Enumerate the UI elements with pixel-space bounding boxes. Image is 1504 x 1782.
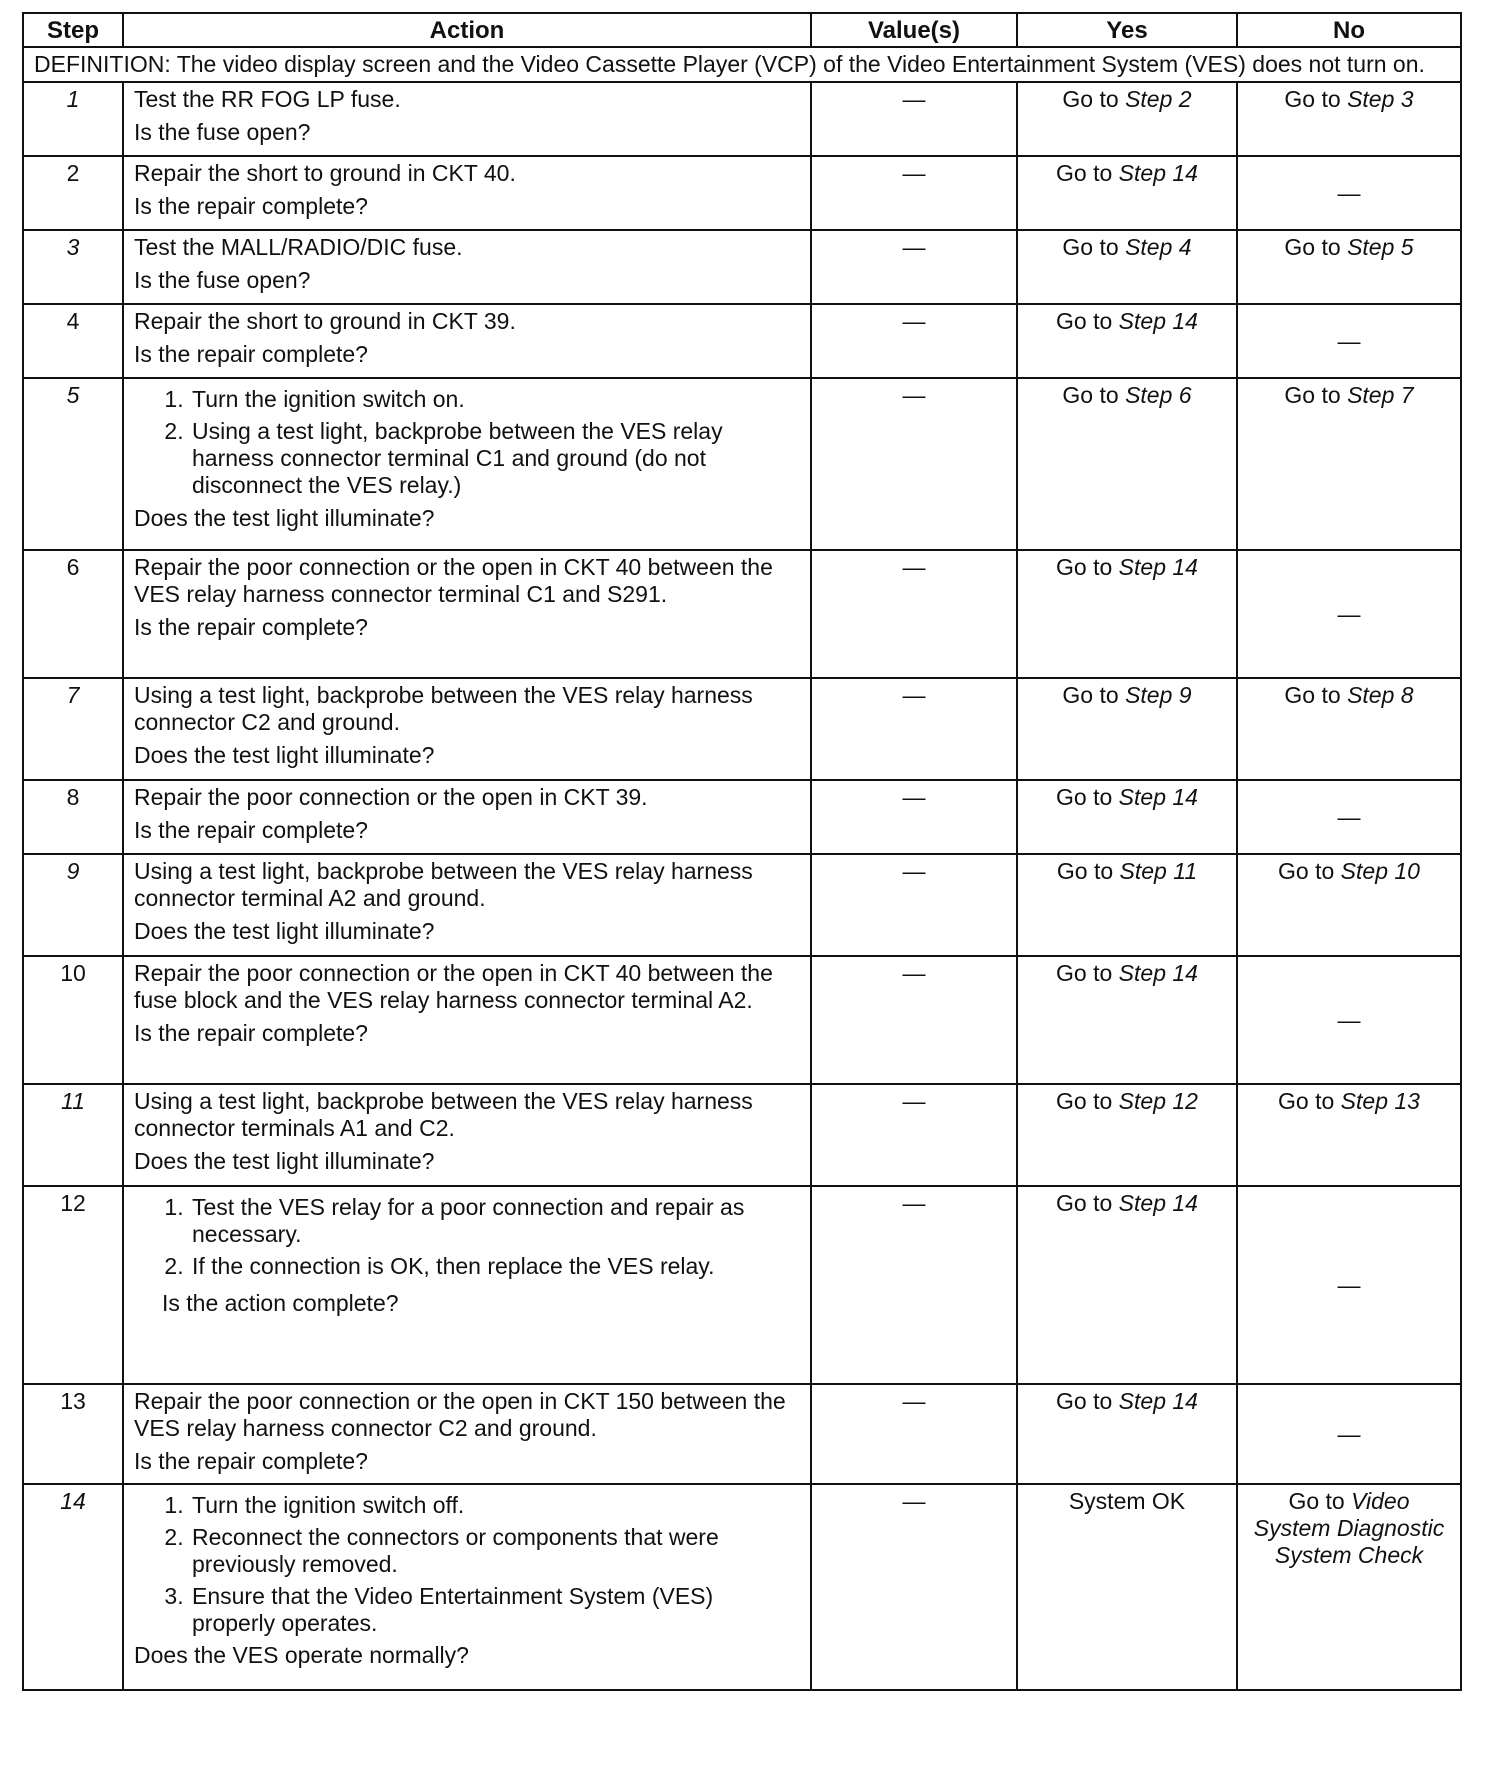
no-cell: [1237, 678, 1461, 780]
yes-target: Step 14: [1118, 1190, 1198, 1216]
step-number: 6: [23, 550, 123, 678]
yes-target: Step 11: [1119, 858, 1198, 884]
step-number: 12: [23, 1186, 123, 1384]
numbered-list: [134, 1194, 800, 1280]
table-row: [23, 1186, 1461, 1384]
question-text: Is the action complete?: [162, 1290, 399, 1316]
value-cell: —: [811, 82, 1017, 156]
no-cell: [1237, 230, 1461, 304]
yes-target: Step 4: [1125, 234, 1192, 260]
no-target: Step 8: [1347, 682, 1414, 708]
table-row: [23, 1484, 1461, 1690]
action-cell: [123, 1384, 811, 1484]
no-cell: —: [1237, 1186, 1461, 1384]
question-text: Is the repair complete?: [134, 614, 368, 640]
value-cell: —: [811, 230, 1017, 304]
table-row: [23, 1384, 1461, 1484]
step-number: 3: [23, 230, 123, 304]
value-cell: —: [811, 678, 1017, 780]
yes-target: Step 14: [1118, 1388, 1198, 1414]
go-to-label: Go to: [1284, 86, 1341, 112]
value-cell: —: [811, 378, 1017, 550]
step-number: 1: [23, 82, 123, 156]
yes-target: Step 2: [1125, 86, 1192, 112]
go-to-label: Go to: [1056, 858, 1114, 884]
list-item: 1. Turn the ignition switch off.: [190, 1492, 800, 1519]
no-cell: [1237, 1484, 1461, 1690]
value-cell: —: [811, 1384, 1017, 1484]
step-number: 9: [23, 854, 123, 956]
go-to-label: Go to: [1284, 234, 1341, 260]
yes-cell: [1017, 82, 1237, 156]
question-text: Does the VES operate normally?: [134, 1642, 469, 1668]
action-text: Using a test light, backprobe between the VES relay harness connector terminals A1 and C2.: [134, 1088, 753, 1141]
question-text: Is the fuse open?: [134, 267, 311, 293]
question-text: Is the repair complete?: [134, 1448, 368, 1474]
question-text: Is the repair complete?: [134, 193, 368, 219]
action-text: Test the MALL/RADIO/DIC fuse.: [134, 234, 463, 260]
value-cell: —: [811, 550, 1017, 678]
action-cell: [123, 678, 811, 780]
yes-cell: [1017, 156, 1237, 230]
value-cell: —: [811, 1186, 1017, 1384]
go-to-label: Go to: [1056, 960, 1113, 986]
go-to-label: Go to: [1056, 1088, 1113, 1114]
table-row: [23, 550, 1461, 678]
action-text: Repair the poor connection or the open in CKT 40 between the VES relay harness connector terminal C1 and S291.: [134, 554, 773, 607]
action-cell: [123, 1186, 811, 1384]
table-row: [23, 378, 1461, 550]
yes-cell: [1017, 678, 1237, 780]
question-text: Does the test light illuminate?: [134, 1148, 435, 1174]
action-cell: [123, 82, 811, 156]
step-number: 10: [23, 956, 123, 1084]
list-item: 3. Ensure that the Video Entertainment System (VES) properly operates.: [190, 1583, 800, 1637]
value-cell: —: [811, 1484, 1017, 1690]
no-cell: —: [1237, 956, 1461, 1084]
no-target: Step 5: [1347, 234, 1414, 260]
table-row: [23, 1084, 1461, 1186]
action-text: Repair the short to ground in CKT 40.: [134, 160, 516, 186]
table-row: [23, 304, 1461, 378]
yes-cell: [1017, 378, 1237, 550]
header-action: Action: [123, 13, 811, 47]
step-number: 7: [23, 678, 123, 780]
yes-cell: [1017, 1186, 1237, 1384]
go-to-label: Go to: [1278, 1088, 1335, 1114]
yes-cell: [1017, 304, 1237, 378]
yes-cell: [1017, 550, 1237, 678]
no-cell: [1237, 378, 1461, 550]
numbered-list: [134, 386, 800, 499]
question-text: Is the repair complete?: [134, 1020, 368, 1046]
yes-cell: [1017, 854, 1237, 956]
yes-target: Step 9: [1125, 682, 1192, 708]
action-cell: [123, 1484, 811, 1690]
yes-cell: [1017, 230, 1237, 304]
go-to-label: Go to: [1284, 382, 1341, 408]
header-no: No: [1237, 13, 1461, 47]
question-text: Does the test light illuminate?: [134, 505, 435, 531]
yes-target: Step 14: [1118, 160, 1198, 186]
action-cell: [123, 854, 811, 956]
table-row: [23, 780, 1461, 854]
action-cell: [123, 230, 811, 304]
no-target: Step 3: [1347, 86, 1414, 112]
value-cell: —: [811, 156, 1017, 230]
go-to-label: Go to: [1056, 784, 1113, 810]
question-text: Does the test light illuminate?: [134, 918, 435, 944]
go-to-label: Go to: [1056, 160, 1113, 186]
go-to-label: Go to: [1056, 308, 1113, 334]
action-text: Using a test light, backprobe between the VES relay harness connector terminal A2 and ground.: [134, 858, 753, 911]
action-text: Repair the poor connection or the open in CKT 150 between the VES relay harness connector C2 and ground.: [134, 1388, 786, 1441]
step-number: 4: [23, 304, 123, 378]
yes-cell: [1017, 1384, 1237, 1484]
diagnostic-table-container: [22, 12, 1460, 1691]
yes-target: Step 14: [1118, 554, 1198, 580]
list-item: 1. Turn the ignition switch on.: [190, 386, 800, 413]
action-text: Test the RR FOG LP fuse.: [134, 86, 401, 112]
action-text: Repair the short to ground in CKT 39.: [134, 308, 516, 334]
header-yes: Yes: [1017, 13, 1237, 47]
go-to-label: Go to: [1288, 1488, 1345, 1514]
no-cell: —: [1237, 1384, 1461, 1484]
no-cell: —: [1237, 550, 1461, 678]
action-cell: [123, 956, 811, 1084]
action-text: Repair the poor connection or the open in CKT 39.: [134, 784, 648, 810]
action-cell: [123, 156, 811, 230]
yes-target: Step 12: [1118, 1088, 1198, 1114]
value-cell: —: [811, 956, 1017, 1084]
question-text: Does the test light illuminate?: [134, 742, 435, 768]
header-step: Step: [23, 13, 123, 47]
go-to-label: Go to: [1278, 858, 1335, 884]
table-row: [23, 230, 1461, 304]
go-to-label: Go to: [1284, 682, 1341, 708]
table-row: [23, 82, 1461, 156]
action-text: Repair the poor connection or the open in CKT 40 between the fuse block and the VES relay harness connector terminal A2.: [134, 960, 773, 1013]
no-cell: —: [1237, 304, 1461, 378]
no-target: Step 7: [1347, 382, 1414, 408]
no-cell: [1237, 82, 1461, 156]
value-cell: —: [811, 854, 1017, 956]
yes-target: Step 14: [1118, 784, 1198, 810]
no-cell: [1237, 1084, 1461, 1186]
list-item: 2. Reconnect the connectors or components that were previously removed.: [190, 1524, 800, 1578]
yes-cell: [1017, 1084, 1237, 1186]
definition-row: [23, 47, 1461, 82]
question-text: Is the repair complete?: [134, 817, 368, 843]
table-row: [23, 678, 1461, 780]
yes-target: Step 14: [1118, 308, 1198, 334]
go-to-label: Go to: [1062, 382, 1119, 408]
yes-cell: System OK: [1017, 1484, 1237, 1690]
step-number: 5: [23, 378, 123, 550]
question-text: Is the fuse open?: [134, 119, 311, 145]
header-values: Value(s): [811, 13, 1017, 47]
action-text: Using a test light, backprobe between the VES relay harness connector C2 and ground.: [134, 682, 753, 735]
go-to-label: Go to: [1056, 1388, 1113, 1414]
table-row: [23, 156, 1461, 230]
no-target: Video System Diagnostic System Check: [1253, 1488, 1445, 1568]
yes-target: Step 14: [1118, 960, 1198, 986]
action-cell: [123, 1084, 811, 1186]
header-row: [23, 13, 1461, 47]
no-cell: [1237, 854, 1461, 956]
yes-cell: [1017, 780, 1237, 854]
no-target: Step 10: [1340, 858, 1420, 884]
go-to-label: Go to: [1056, 1190, 1113, 1216]
list-item: 1. Test the VES relay for a poor connection and repair as necessary.: [190, 1194, 800, 1248]
go-to-label: Go to: [1062, 682, 1119, 708]
step-number: 11: [23, 1084, 123, 1186]
action-cell: [123, 304, 811, 378]
step-number: 8: [23, 780, 123, 854]
go-to-label: Go to: [1056, 554, 1113, 580]
no-cell: —: [1237, 780, 1461, 854]
action-cell: [123, 780, 811, 854]
table-row: [23, 956, 1461, 1084]
no-cell: —: [1237, 156, 1461, 230]
value-cell: —: [811, 780, 1017, 854]
action-cell: [123, 550, 811, 678]
yes-cell: [1017, 956, 1237, 1084]
go-to-label: Go to: [1062, 86, 1119, 112]
list-item: 2. Using a test light, backprobe between the VES relay harness connector terminal C1 and ground (do not disconnect the VES relay.): [190, 418, 800, 499]
step-number: 14: [23, 1484, 123, 1690]
diagnostic-table: [22, 12, 1462, 1691]
list-item: 2. If the connection is OK, then replace the VES relay.: [190, 1253, 800, 1280]
action-cell: [123, 378, 811, 550]
table-row: [23, 854, 1461, 956]
step-number: 2: [23, 156, 123, 230]
no-target: Step 13: [1340, 1088, 1420, 1114]
question-text: Is the repair complete?: [134, 341, 368, 367]
value-cell: —: [811, 1084, 1017, 1186]
numbered-list: [134, 1492, 800, 1637]
step-number: 13: [23, 1384, 123, 1484]
definition-text: DEFINITION: The video display screen and the Video Cassette Player (VCP) of the Video Entertainment System (VES) does not turn on.: [23, 47, 1461, 82]
yes-target: Step 6: [1125, 382, 1192, 408]
value-cell: —: [811, 304, 1017, 378]
go-to-label: Go to: [1062, 234, 1119, 260]
